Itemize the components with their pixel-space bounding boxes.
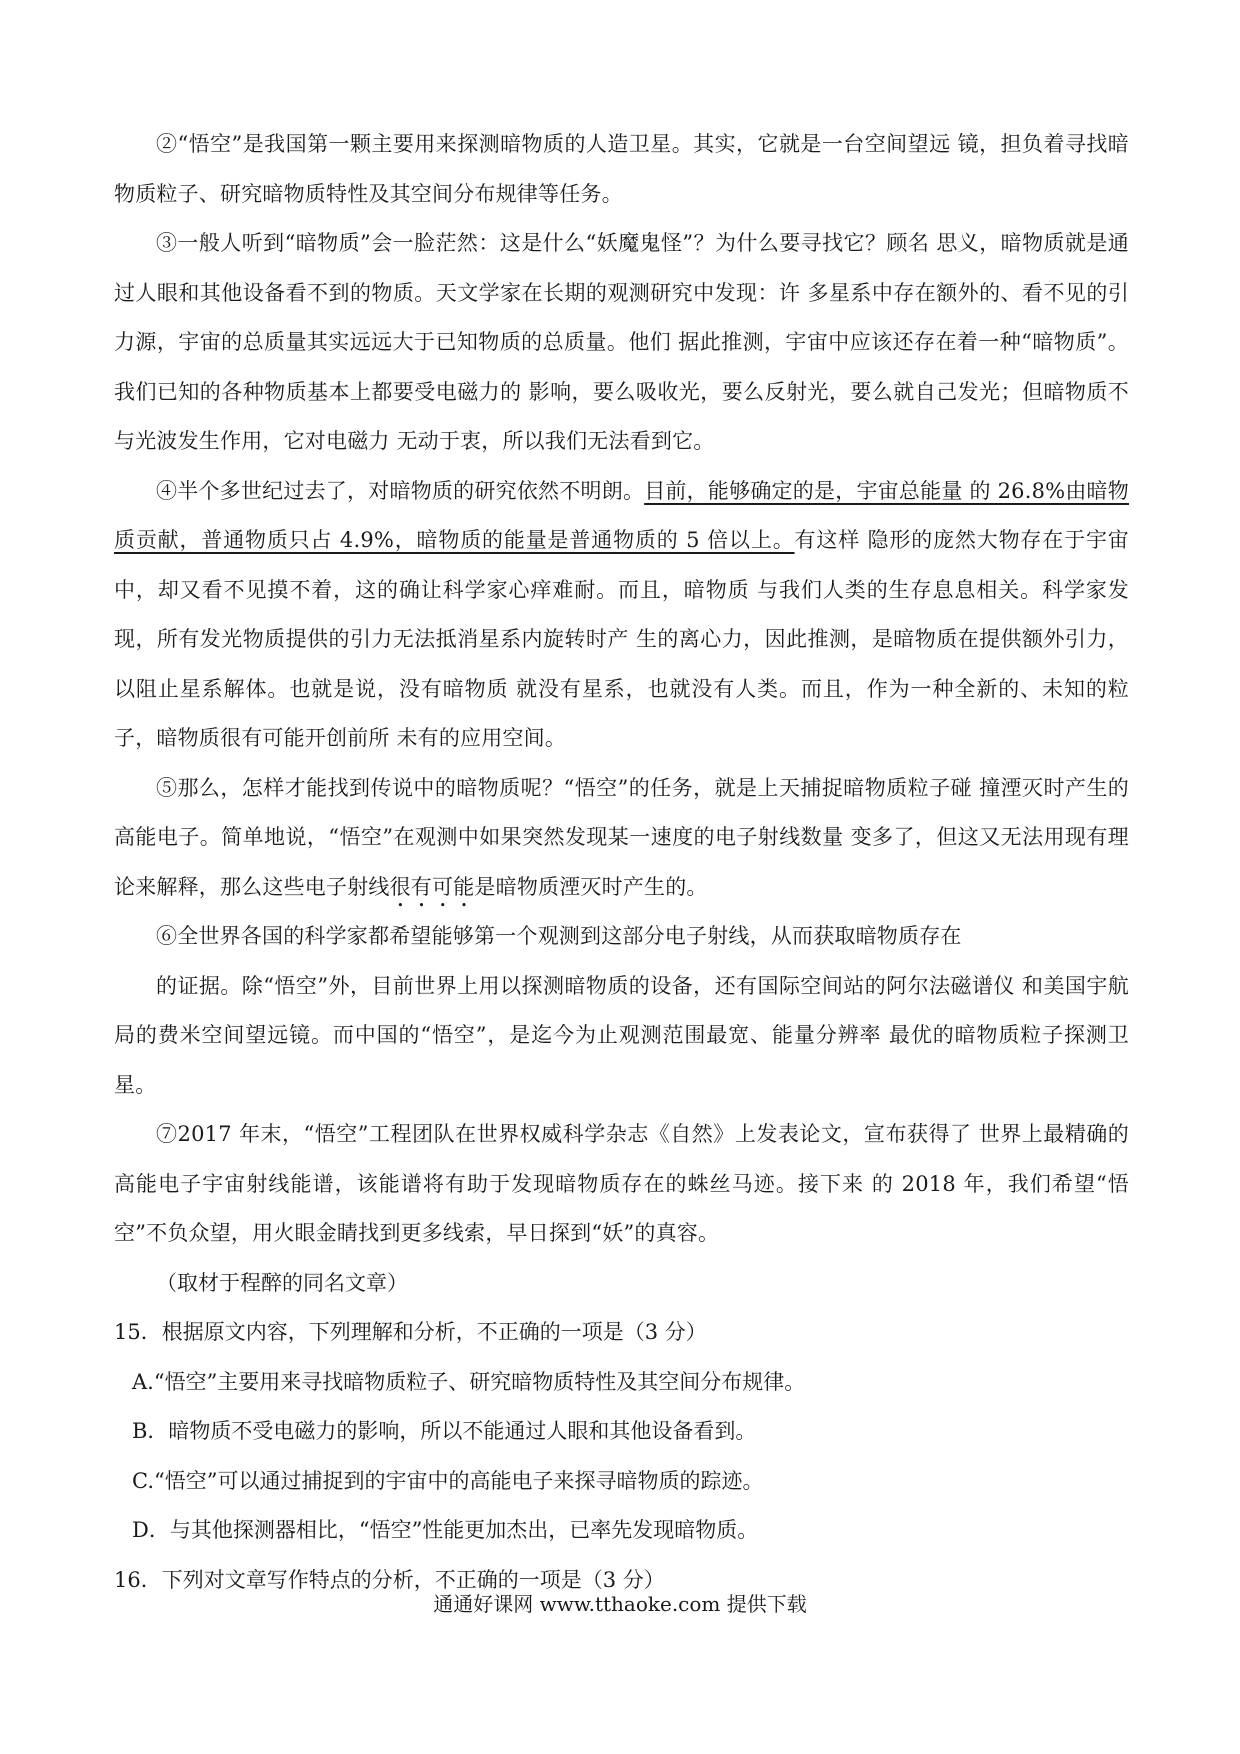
paragraph-4-intro: ④半个多世纪过去了，对暗物质的研究依然不明朗。	[156, 478, 645, 503]
paragraph-4-rest: 有这样 隐形的庞然大物存在于宇宙中，却又看不见摸不着，这的确让科学家心痒难耐。而且，暗物质 与我们人类的生存息息相关。科学家发现，所有发光物质提供的引力无法抵消星系内旋转时产 生的离心力，因此推测，是暗物质在提供额外引力，以阻止星系解体。也就是说，没有暗物质 就没有星系，也就没有人类。而且，作为一种全新的、未知的粒子，暗物质很有可能开创前所 未有的应用空间。	[114, 528, 1129, 750]
paragraph-6-first-line: ⑥全世界各国的科学家都希望能够第一个观测到这部分电子射线，从而获取暗物质存在	[156, 924, 962, 948]
question-15-option-d: D．与其他探测器相比，“悟空”性能更加杰出，已率先发现暗物质。	[132, 1518, 759, 1542]
question-15-option-a: A.“悟空”主要用来寻找暗物质粒子、研究暗物质特性及其空间分布规律。	[132, 1369, 806, 1394]
paragraph-5-rest: 是暗物质湮灭时产生的。	[474, 874, 708, 899]
paragraph-5	[114, 764, 1129, 913]
paragraph-2: ②“悟空”是我国第一颗主要用来探测暗物质的人造卫星。其实，它就是一台空间望远 镜，担负着寻找暗物质粒子、研究暗物质特性及其空间分布规律等任务。	[114, 132, 1129, 206]
paragraph-4-underlined-sentence: 目前，能够确定的是，宇宙总能量 的 26.8%由暗物质贡献，普通物质只占 4.9%，暗物质的能量是普通物质的 5 倍以上。	[114, 478, 1129, 552]
paragraph-4	[114, 467, 1129, 764]
page-footer: 通通好课网 www.tthaoke.com 提供下载	[433, 1592, 807, 1616]
paragraph-7: ⑦2017 年末，“悟空”工程团队在世界权威科学杂志《自然》上发表论文，宣布获得了 世界上最精确的高能电子宇宙射线能谱，该能谱将有助于发现暗物质存在的蛛丝马迹。接下来 的 2018 年，我们希望“悟空”不负众望，用火眼金睛找到更多线索，早日探到“妖”的真容。	[114, 1122, 1129, 1245]
source-note: （取材于程醉的同名文章）	[156, 1270, 408, 1295]
paragraph-3: ③一般人听到“暗物质”会一脸茫然：这是什么“妖魔鬼怪”？为什么要寻找它？顾名 思义，暗物质就是通过人眼和其他设备看不到的物质。天文学家在长期的观测研究中发现：许 多星系中存在额外的、看不见的引力源，宇宙的总质量其实远远大于已知物质的总质量。他们 据此推测，宇宙中应该还存在着一种“暗物质”。我们已知的各种物质基本上都要受电磁力的 影响，要么吸收光，要么反射光，要么就自己发光；但暗物质不与光波发生作用，它对电磁力 无动于衷，所以我们无法看到它。	[114, 231, 1129, 453]
paragraph-5-emphasized-words: 很有可能	[389, 874, 475, 899]
paragraph-6-continued: 的证据。除“悟空”外，目前世界上用以探测暗物质的设备，还有国际空间站的阿尔法磁谱仪 和美国宇航局的费米空间望远镜。而中国的“悟空”，是迄今为止观测范围最宽、能量分辨率 最优的暗物质粒子探测卫星。	[114, 973, 1129, 1097]
article-body	[114, 120, 1129, 1605]
question-15-stem: 15．根据原文内容，下列理解和分析，不正确的一项是（3 分）	[114, 1320, 707, 1344]
paragraph-5-intro: ⑤那么，怎样才能找到传说中的暗物质呢？“悟空”的任务，就是上天捕捉暗物质粒子碰 撞湮灭时产生的高能电子。简单地说，“悟空”在观测中如果突然发现某一速度的电子射线数量 变多了，但这又无法用现有理论来解释，那么这些电子射线	[114, 775, 1129, 899]
question-15-option-c: C.“悟空”可以通过捕捉到的宇宙中的高能电子来探寻暗物质的踪迹。	[132, 1468, 764, 1493]
question-16-stem: 16．下列对文章写作特点的分析，不正确的一项是（3 分）	[114, 1567, 665, 1592]
question-15-option-b: B．暗物质不受电磁力的影响，所以不能通过人眼和其他设备看到。	[132, 1419, 757, 1443]
